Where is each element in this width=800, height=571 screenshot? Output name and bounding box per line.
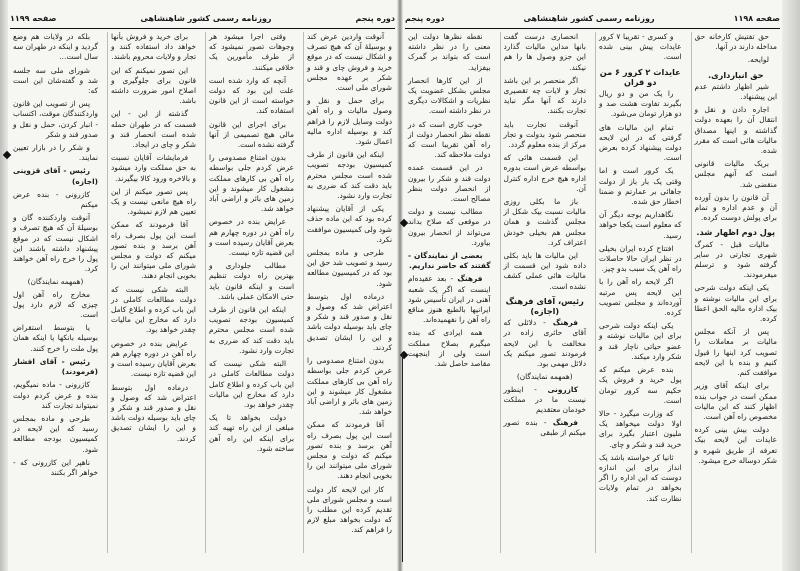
paragraph: دولت بیش بینی کرده عایدات این لایحه بیک تعرفه از طریق شهره و شکر دوساله خرج میشود. — [694, 425, 777, 465]
right-gazette-title: روزنامه رسمی کشور شاهنشاهی — [523, 13, 655, 23]
paragraph: و شکر را در بازار تعیین نمایند. — [13, 143, 98, 163]
right-column-2 — [595, 32, 685, 553]
paragraph: طرحی و ماده بمجلس رسید که این لایحه در کمیسیون بودجه مطالعه شود. — [13, 413, 98, 454]
left-page-columns — [10, 32, 395, 553]
paragraph: یکی از آقایان پیشنهاد کرده بود که این ماده حذف شود ولی کمیسیون موافقت نکرد. — [307, 204, 392, 244]
left-page-number: صفحه ۱۱۹۹ — [10, 13, 57, 23]
left-column-3 — [107, 32, 199, 553]
speaker-name: فرهنگ — [457, 274, 483, 284]
paragraph: پس از آنکه مجلس مالیات بر معاملات را تصویب کرد اینها را قبول کنیم و بنده با این لایحه موافقت کنم. — [694, 327, 777, 378]
paragraph: یکی اینکه دولت شرحی برای این مالیات نوشته و بیک اداره مالیه الحق اعطا کرده. — [694, 283, 777, 324]
paragraph: بنده عرض میکنم که پول خرید و فروش یک حکیم سه کرور تومان است. — [599, 365, 682, 405]
paragraph: یا بتوسط استقراض بوسیله بانکها یا اینکه همان پول ملت را خرج کنند. — [13, 323, 98, 353]
paragraph: برای اجرای این قانون مالی هیچ تصمیمی از آنها گرفته نشده است. — [209, 119, 294, 150]
section-heading: عایدات ۲ کرور ۶ من دو قران — [599, 66, 681, 87]
left-column-1 — [303, 32, 395, 553]
speaker-line: رئیس - آقای افشار (فرمودند) — [13, 356, 98, 377]
paragraph: همه ایرادی که بنده میگیرم بصلاح مملکت است ولی از اینجهت مقاصد حاصل شد. — [408, 328, 491, 369]
paragraph: آقا فرمودند که ممکن است این پول بصرف راه آهن برسد و بنده تصور میکنم که دولت و مجلس شورای ملی میتوانند این را بخوبی انجام دهند. — [307, 420, 392, 481]
paragraph: مطالب نیست و دولت در موقعی که صلاح بداند می‌تواند از انحصار بیرون بیاورد. — [408, 207, 491, 247]
left-session-label: دوره پنجم — [355, 13, 395, 23]
right-column-4 — [405, 32, 494, 553]
right-column-1 — [691, 32, 781, 553]
paragraph: بدون امتناع مصدومی را عرض کردم جلی بواسطه راه آهن بی کارهای مملکت مشغول کار میشوند و این زمین های بائر و اراضی آباد خواهد شد. — [307, 356, 392, 417]
paragraph: حق تفتیش کارخانه حق مداخله دارند در آنها. — [694, 32, 777, 52]
paragraph: گذشته از این - این قسمت که در طهران حمله شده است انحصار قند و شکر و چای در ایجاد. — [111, 109, 196, 150]
paragraph: شورای ملی سه جلسه شد و گفته‌شان این است که: — [13, 65, 98, 96]
paragraph: دولت بخواهد تا یک مبلغی از این راه تهیه کند برای اینکه این راه آهن ساخته شود. — [209, 413, 294, 453]
paragraph: برای اینکه آقای وزیر ممکن است در جواب بنده اظهار کنند که این مالیات مخصوص راه آهن است. — [694, 381, 777, 421]
right-page-columns — [405, 32, 780, 553]
paragraph: این مالیات ها باید بکلی داده شود این قسمت از مالیات هائی عملی کشف نشده است. — [503, 251, 586, 291]
speaker-line: رئیس - آقای قزوینی (اجازه) — [13, 166, 98, 186]
header-rule — [10, 28, 395, 29]
paragraph: بدون امتناع مصدومی را عرض کردم جلی بواسطه راه آهن بی کارهای مملکت مشغول کار میشوند و این زمین های بائر و اراضی آباد خواهد شد. — [209, 153, 294, 214]
speech-text: بنده تصور میکنم از طبقی — [503, 418, 586, 438]
paragraph: و کسری - تقریبا ۷ کرور عایدات پیش بینی شده است. — [599, 32, 682, 62]
speech-text: دلائلی که آقای حائری زاده در مخالفت با این لایحه فرمودند تصور میکنم یک دلائل مهمی بود. — [503, 318, 586, 369]
paragraph: را یک من و دو ریال بگیرند تفاوت هشت صد و دو هزار تومان می‌شود. — [599, 89, 682, 119]
paragraph: اینکه این قانون از طرف کمیسیون بودجه تصویب شده است مجلس محترم باید دقت کند که ضرری به تجارت وارد نشود. — [209, 305, 294, 355]
paragraph: البته شکی نیست که دولت مطالعات کاملی در این باب کرده و اطلاع کامل دارد که مخارج این مالیات چقدر خواهد بود. — [111, 284, 196, 335]
paragraph: مطالب جلوداری و بهترین راه دولت تنظیم است و اینکه قانون باید حتی الامکان عملی باشد. — [209, 261, 294, 301]
speech-paragraph: فرهنگ - بنده تصور میکنم از طبقی — [503, 418, 586, 438]
paragraph: پس تصور میکنم از این راه هیچ مانعی نیست و یک تعیین هم لازم نمیشود. — [111, 186, 196, 217]
paragraph: نقطه نظرها دولت این معنی را در نظر داشته است که بتواند بر گمرک بیفزاید. — [408, 32, 491, 72]
paragraph: نگاهداریم بوجه دیگر آن که معلوم است یکجا خواهد رسید. — [599, 210, 682, 240]
parenthetical-note: (همهمه نمایندگان) — [27, 277, 84, 287]
paragraph: اگر منحصر بر این باشد تجار و لایات چه تقصیری دارند که آنها مگر نباید تجارت بکنند. — [503, 75, 586, 116]
paragraph: افتتاح کرده ایران بخیلی در نظر ایران حالا حاصلات راه آهن یک سبب بدو چیز. — [599, 243, 682, 274]
paragraph: باز ما بکلی روزی مالیات نسبت بیک شکل از مجلس گذشت و همان مجلس هم بخیلی خودش اعتراف کرد. — [503, 197, 586, 247]
paragraph: مخارج راه آهن اول چیزی که لازم دارد پول است. — [13, 289, 98, 320]
bold-statement: بعضی از نمایندگان - گفتند که حاضر نداریم. — [408, 251, 491, 271]
paragraph: آنچه که وارد شده است علت این بود که دولت خواسته است از این قانون استفاده کند. — [209, 75, 294, 116]
paragraph: یک کرور است و اما وقتی یک بار باز از دولت جاهائی بر عمارتم و ضمنا اخطار حق شده. — [599, 166, 682, 207]
paragraph: درماده اول بتوسط اعتراض شد که وصول و نقل و صدور قند و شکر و چای باید بوسیله دولت باشد و این را ایشان تصدیق کردند. — [307, 291, 392, 352]
paragraph: عرایض بنده در خصوص راه آهن در دوره چهارم هم بعرض آقایان رسیده است و این قضیه تازه نیست. — [209, 217, 294, 258]
paragraph: انحصاری درست گفت بانها مداین مالیات گذارد این جزو وصول ها را هم نیکند. — [503, 32, 586, 72]
paragraph: آن قانون را بدون آورده آن و عدم اداره و تمام برای پولش دوست کرده. — [694, 192, 777, 223]
left-gazette-title: روزنامه رسمی کشور شاهنشاهی — [140, 13, 272, 23]
paragraph: درماده اول بتوسط اعتراض شد که وصول و نقل و صدور قند و شکر و چای باید بوسیله دولت باشد و این را ایشان تصدیق کردند. — [111, 382, 196, 443]
paragraph: ثانیا کر خواسته باشد یک انداز برای این اندازه دوست که این اداره را اگر بخواهد در تمام ولایات نظارت کند. — [599, 452, 682, 503]
section-heading: حق انبارداری. — [708, 69, 764, 80]
speaker-name: فرهنگ — [552, 418, 578, 428]
speech-paragraph: فرهنگ - دلائلی که آقای حائری زاده در مخالفت با این لایحه فرمودند تصور میکنم یک دلائل مهمی بود. — [503, 318, 586, 369]
paragraph: کار این لایحه کار دولت است و مجلس شورای ملی تقدیم کرده این مطلب را که دولت بخواهد مبلغ لازم را فراهم کند. — [307, 484, 392, 535]
right-page — [405, 0, 780, 571]
right-page-header — [405, 10, 780, 26]
right-session-label: دوره پنجم — [405, 13, 445, 23]
speaker-heading: رئیس، آقای فرهنگ (اجازه) — [505, 295, 584, 317]
left-column-4 — [10, 32, 101, 553]
paragraph: برای خرید و فروش بأنها خواهد داد استفاده کنند و تجار و ولایات محروم باشند. — [111, 32, 196, 62]
parenthetical-note: (همهمه نمایندگان) — [516, 372, 573, 382]
paragraph: آنوقت واردکننده گان و بوسیلهٔ آن که هیچ تصرف و اشکال نیست که در موقع پیشنهاد داشته باشند این پول را خرج راه آهن خواهند کرد. — [13, 213, 98, 274]
paragraph: آنوقت واردین عرض کند و بوسیلهٔ آن که هیچ تصرف و اشکال نیست که در موقع خرید و فروش چای و قند و شکر بر عهده مجلس شورای ملی است. — [307, 32, 392, 93]
paragraph: فرمایشات آقایان نسبت به حق مملکت وارد میشود و بالاخره ورود کالا بیگیرند. — [111, 153, 196, 183]
speaker-name: کازرونی — [547, 384, 578, 394]
speaker-name: فرهنگ — [552, 318, 578, 328]
paragraph: خوب کاری است که در نقطه نظر انحصار دولت از راه آهن تقریبا است که دولت ملاحظه کند. — [408, 119, 491, 160]
paragraph: عرایض بنده در خصوص راه آهن در دوره چهارم هم بعرض آقایان رسیده است و این قضیه تازه نیست. — [111, 338, 196, 379]
paragraph: پس از تصویب این قانون واردکنندگان موقت، اکتساب - انبار کردن، حمل و نقل و صدور قند و شکر — [13, 99, 98, 139]
paragraph: اگر لایحه راه آهن را با این لایحه پس مرتبه آورده‌اند و مجلس تصویب کرده. — [599, 277, 682, 318]
paragraph: آقا فرمودند که ممکن است این پول بصرف راه آهن برسد و بنده تصور میکنم که دولت و مجلس شورای ملی میتوانند این را بخوبی انجام دهند. — [111, 220, 196, 281]
left-page-header — [10, 10, 395, 26]
paragraph: که وزارت میگیرد - حالا اولا دولت میخواهد یک ملیون اعتبار بگیرد برای خرید قند و شکر و چای. — [599, 408, 682, 449]
paragraph: ناهپر این کازرونی که - خواهر اگر بکنند — [13, 457, 98, 477]
speaker-name: رئیس — [561, 295, 584, 306]
paragraph: اینکه این قانون از طرف کمیسیون بودجه تصویب شده است مجلس محترم باید دقت کند که ضرری به تجارت وارد نشود. — [307, 150, 392, 201]
paragraph: طرحی و ماده بمجلس رسید و تصویب شد حق این بود که در کمیسیون مطالعه شود. — [307, 248, 392, 288]
paragraph: بریک مالیات قانونی است که آنهم مجلس منقضی شد. — [694, 159, 777, 189]
paragraph: آنوقت تجارت باید منحصر شود بدولت و تجار مرکز از بنده معلوم گردد. — [503, 119, 586, 150]
paragraph: مالیات قبل - کمرگ شهری تجارتی در سایر گرفته شود و ترسلم میفرمودند. — [694, 239, 777, 280]
paragraph: یکی اینکه دولت شرحی برای این مالیات نوشته و عضو حیاتی ناچار قند و شکر وارد میکند. — [599, 321, 682, 361]
paragraph: کازرونی - ماده نمیگویم، بنده و عرض کردم دولت نمیتواند تجارت کند — [13, 380, 98, 410]
right-page-number: صفحه ۱۱۹۸ — [733, 13, 780, 23]
paragraph: وقتی اجرا میشود هر وجوهات تصور نمیشود که از طرف مأمورین یک خلافی میکنند. — [209, 32, 294, 72]
right-column-3 — [500, 32, 590, 553]
header-rule — [405, 28, 780, 29]
speaker-text: آقای فرهنگ (اجازه) — [505, 295, 560, 317]
margin-bracket — [402, 352, 403, 562]
section-heading: پول دوم اظهار شد. — [696, 227, 776, 238]
binding-edge-left — [0, 0, 8, 571]
binding-edge-right — [782, 0, 800, 571]
paragraph: در این قسمت عمده دولت قند و شکر را بیرون از انحصار دولت بنظر مصالح است. — [408, 163, 491, 204]
paragraph: برای حمل و نقل و وصول مالیات و راه آهن دولت وسایل لازم را فراهم کند و بوسیله اداره مالیه اعمال شود. — [307, 96, 392, 147]
paragraph: البته شکی نیست که دولت مطالعات کاملی در این باب کرده و اطلاع کامل دارد که مخارج این مالیات چقدر خواهد بود. — [209, 359, 294, 409]
paragraph: اجاره دادن و نقل و انتقال آن را بعهده دولت گذاشته و اینها مصداق مالیات هائی است که مقرر شده. — [694, 105, 777, 156]
paragraph: کازرونی - بنده عرض میکنم — [13, 189, 98, 210]
speech-paragraph: کازرونی - اینطور نیست ما در مملکت خودمان معتقدیم — [503, 384, 586, 414]
paragraph: از این کارها انحصار مجلس بشکل عضویت یک نظریات و اشکالات دیگری در نظر داشته است. — [408, 75, 491, 116]
left-column-2 — [205, 32, 297, 553]
paragraph: شیر اظهار داشتم عدم این پیشنهاد. — [694, 81, 777, 102]
paragraph: بلکه در ولایات هم وضع گردید و اینکه در طهران سه سال است... — [13, 32, 98, 62]
paragraph: تمام این مالیات های گرفتی که در این لایحه دولت پیشنهاد کرده بعرض است. — [599, 122, 682, 163]
speech-text: بعد عقیده‌ام اینست که اگر یک شعبه آهنی در ایران تأسیس شود ایرانیها بالطبع هنوز مناقع راه آهن را نفهمیده‌اند. — [408, 274, 491, 325]
paragraph: لوایحه. — [747, 55, 769, 65]
paragraph: این قسمت هائی که بواسطه عرض است بدوره اداره هیچ خرج اداره کنترل آن. — [503, 153, 586, 193]
speech-text: اینطور نیست ما در مملکت خودمان معتقدیم — [503, 384, 586, 414]
speech-paragraph: فرهنگ - بعد عقیده‌ام اینست که اگر یک شعبه آهنی در ایران تأسیس شود ایرانیها بالطبع هنوز مناقع راه آهن را نفهمیده‌اند. — [408, 274, 491, 325]
left-page — [10, 0, 395, 571]
paragraph: این تصور نمیکنم که این قانون برای جلوگیری و اصلاح امور ضرورت داشته باشد. — [111, 65, 196, 106]
